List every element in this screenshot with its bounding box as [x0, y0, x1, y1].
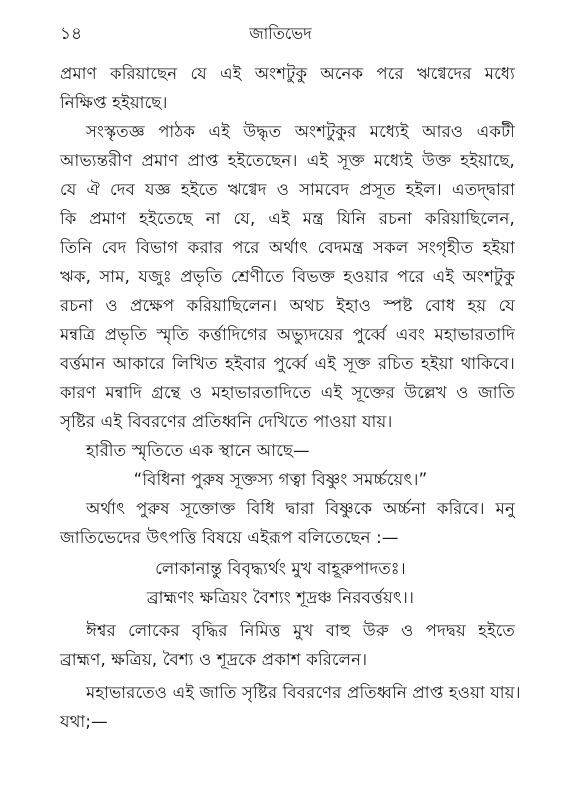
- body-line: বর্ত্তমান আকারে লিখিত হইবার পুর্ব্বে এই সূক্ত রচিত হইয়া থাকিবে।: [60, 354, 515, 373]
- body-line: হারীত স্মৃতিতে এক স্থানে আছে—: [86, 441, 310, 460]
- body-line: মন্বত্রি প্রভৃতি স্মৃতি কর্ত্তাদিগের অভ্যুদয়ের পুর্ব্বে এবং মহাভারতাদি: [60, 325, 515, 344]
- body-line: প্রমাণ করিয়াছেন যে এই অংশটুকু অনেক পরে ঋগ্বেদের মধ্যে: [60, 64, 515, 83]
- body-line: ব্রাহ্মণ, ক্ষত্রিয়, বৈশ্য ও শূদ্রকে প্রকাশ করিলেন।: [60, 650, 368, 669]
- body-line: অর্থাৎ পুরুষ সূক্তোক্ত বিধি দ্বারা বিষ্ণুকে অর্চ্চনা করিবে। মনু: [86, 499, 515, 518]
- body-line: ঈশ্বর লোকের বৃদ্ধির নিমিত্ত মুখ বাহু উরু ও পদদ্বয় হইতে: [86, 621, 515, 640]
- body-line: আভ্যন্তরীণ প্রমাণ প্রাপ্ত হইতেছেন। এই সূক্ত মধ্যেই উক্ত হইয়াছে,: [60, 151, 515, 170]
- body-line: সংস্কৃতজ্ঞ পাঠক এই উদ্ধৃত অংশটুকুর মধ্যেই আরও একটী: [86, 122, 515, 141]
- body-line: ঋক, সাম, যজুঃ প্রভৃতি শ্রেণীতে বিভক্ত হওয়ার পরে এই অংশটুকু: [60, 267, 515, 286]
- page-number: ১৪: [60, 24, 83, 44]
- body-line: তিনি বেদ বিভাগ করার পরে অর্থাৎ বেদমন্ত্র সকল সংগৃহীত হইয়া: [60, 238, 515, 257]
- running-title: জাতিভেদ: [249, 24, 312, 43]
- body-line: যে ঐ দেব যজ্ঞ হইতে ঋগ্বেদ ও সামবেদ প্রসূত হইল। এতদ্দ্বারা: [60, 180, 515, 199]
- body-line: যথা;—: [60, 712, 108, 731]
- body-line: নিক্ষিপ্ত হইয়াছে।: [60, 93, 168, 112]
- sanskrit-verse-line: ব্রাহ্মণং ক্ষত্রিয়ং বৈশ্যং শূদ্রঞ্চ নিরবর্ত্তয়ৎ।।: [146, 588, 415, 607]
- body-line: সৃষ্টির এই বিবরণের প্রতিধ্বনি দেখিতে পাওয়া যায়।: [60, 412, 393, 431]
- body-line: মহাভারতেও এই জাতি সৃষ্টির বিবরণের প্রতিধ্বনি প্রাপ্ত হওয়া যায়।: [86, 683, 521, 702]
- sanskrit-verse-line: লোকানান্তু বিবৃদ্ধ্যর্থং মুখ বাহূরুপাদতঃ।: [155, 559, 406, 578]
- quoted-verse: “বিধিনা পুরুষ সূক্তস্য গত্বা বিষ্ণুং সমর্চ্চয়েৎ।”: [133, 470, 428, 489]
- body-line: জাতিভেদের উৎপত্তি বিষয়ে এইরূপ বলিতেছেন :—: [60, 528, 399, 547]
- body-line: কি প্রমাণ হইতেছে না যে, এই মন্ত্র যিনি রচনা করিয়াছিলেন,: [60, 209, 515, 228]
- body-line: রচনা ও প্রক্ষেপ করিয়াছিলেন। অথচ ইহাও স্পষ্ট বোধ হয় যে: [60, 296, 515, 315]
- body-line: কারণ মন্বাদি গ্রন্থে ও মহাভারতাদিতে এই সূক্তের উল্লেখ ও জাতি: [60, 383, 515, 402]
